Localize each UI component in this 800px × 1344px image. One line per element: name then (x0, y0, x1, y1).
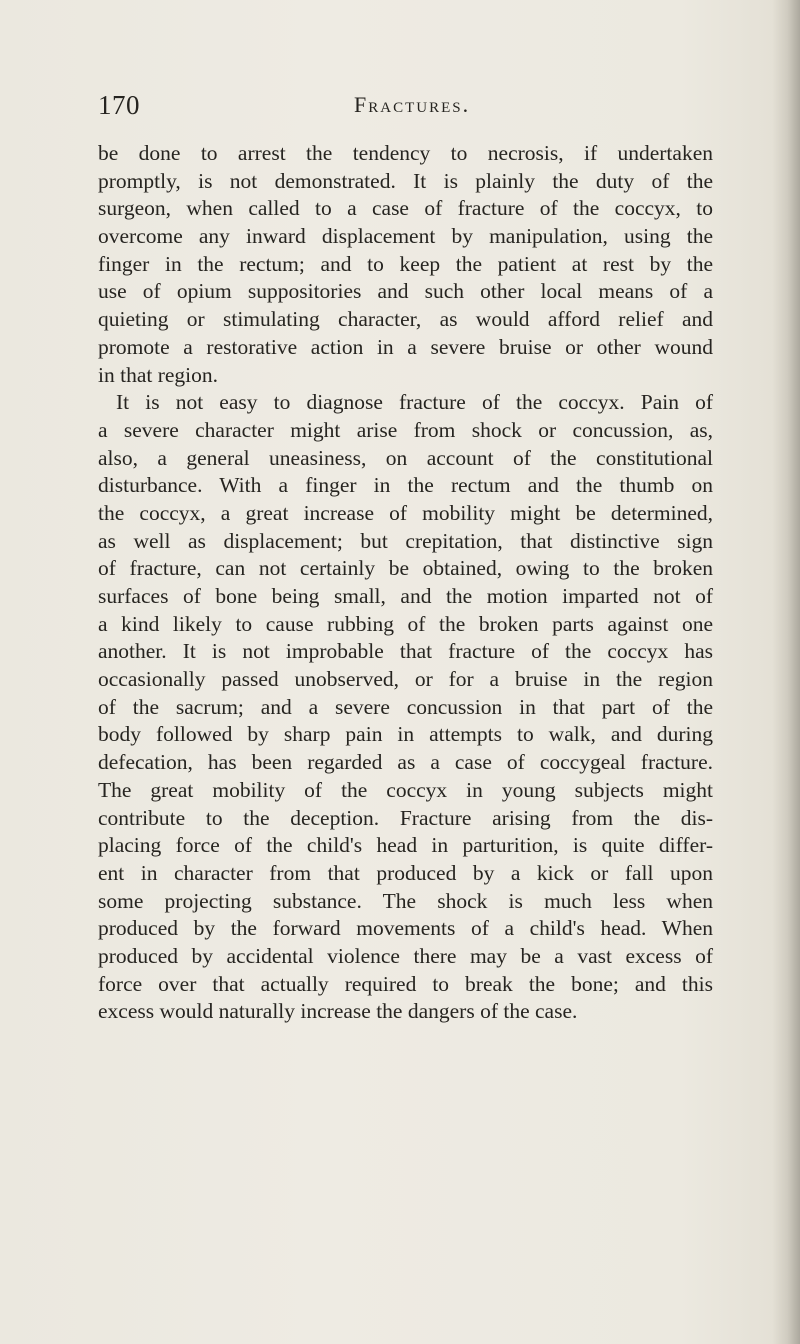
text-line: promote a restorative action in a severe bruise or other wound (98, 334, 713, 359)
text-line: another. It is not improbable that fracture of the coccyx has (98, 639, 713, 664)
text-line: some projecting substance. The shock is much less when (98, 888, 713, 913)
text-line: use of opium suppositories and such other local means of a (98, 279, 713, 304)
text-line: ent in character from that produced by a kick or fall upon (98, 860, 713, 885)
text-line: surfaces of bone being small, and the motion imparted not of (98, 584, 713, 608)
text-line: overcome any inward displacement by manipulation, using the (98, 224, 713, 249)
text-line: surgeon, when called to a case of fracture of the coccyx, to (98, 196, 713, 221)
text-line: force over that actually required to break the bone; and this (98, 971, 713, 996)
text-line: also, a general uneasiness, on account of the constitutional (98, 445, 713, 470)
text-line: produced by accidental violence there may be a vast excess of (98, 943, 713, 968)
text-line: disturbance. With a finger in the rectum and the thumb on (98, 473, 713, 498)
text-line: contribute to the deception. Fracture arising from the dis- (98, 805, 713, 830)
text-line: promptly, is not demonstrated. It is plainly the duty of the (98, 168, 713, 193)
page-number: 170 (98, 90, 140, 120)
paragraph-first-line: It is not easy to diagnose fracture of the coccyx. Pain of (116, 390, 713, 415)
text-line: as well as displacement; but crepitation, that distinctive sign (98, 528, 713, 553)
running-title: Fractures. (354, 92, 471, 117)
page-edge-shadow (772, 0, 800, 1344)
text-line: of fracture, can not certainly be obtained, owing to the broken (98, 556, 713, 581)
text-line: The great mobility of the coccyx in young subjects might (98, 777, 713, 802)
text-line: a severe character might arise from shock or concussion, as, (98, 417, 713, 442)
text-line: body followed by sharp pain in attempts to walk, and during (98, 722, 713, 747)
text-line: produced by the forward movements of a child's head. When (98, 916, 713, 941)
running-head (98, 90, 698, 124)
text-line: placing force of the child's head in parturition, is quite differ- (98, 833, 713, 858)
text-line: excess would naturally increase the dangers of the case. (98, 999, 578, 1024)
body-text (98, 140, 713, 1026)
text-line: occasionally passed unobserved, or for a bruise in the region (98, 667, 713, 692)
text-line: quieting or stimulating character, as would afford relief and (98, 307, 713, 332)
text-line: the coccyx, a great increase of mobility might be determined, (98, 500, 713, 525)
text-line: in that region. (98, 362, 219, 387)
text-line: be done to arrest the tendency to necrosis, if undertaken (98, 141, 713, 165)
text-line: defecation, has been regarded as a case of coccygeal fracture. (98, 750, 713, 775)
text-line: of the sacrum; and a severe concussion in that part of the (98, 694, 713, 719)
text-line: finger in the rectum; and to keep the patient at rest by the (98, 251, 713, 276)
text-line: a kind likely to cause rubbing of the broken parts against one (98, 611, 713, 636)
